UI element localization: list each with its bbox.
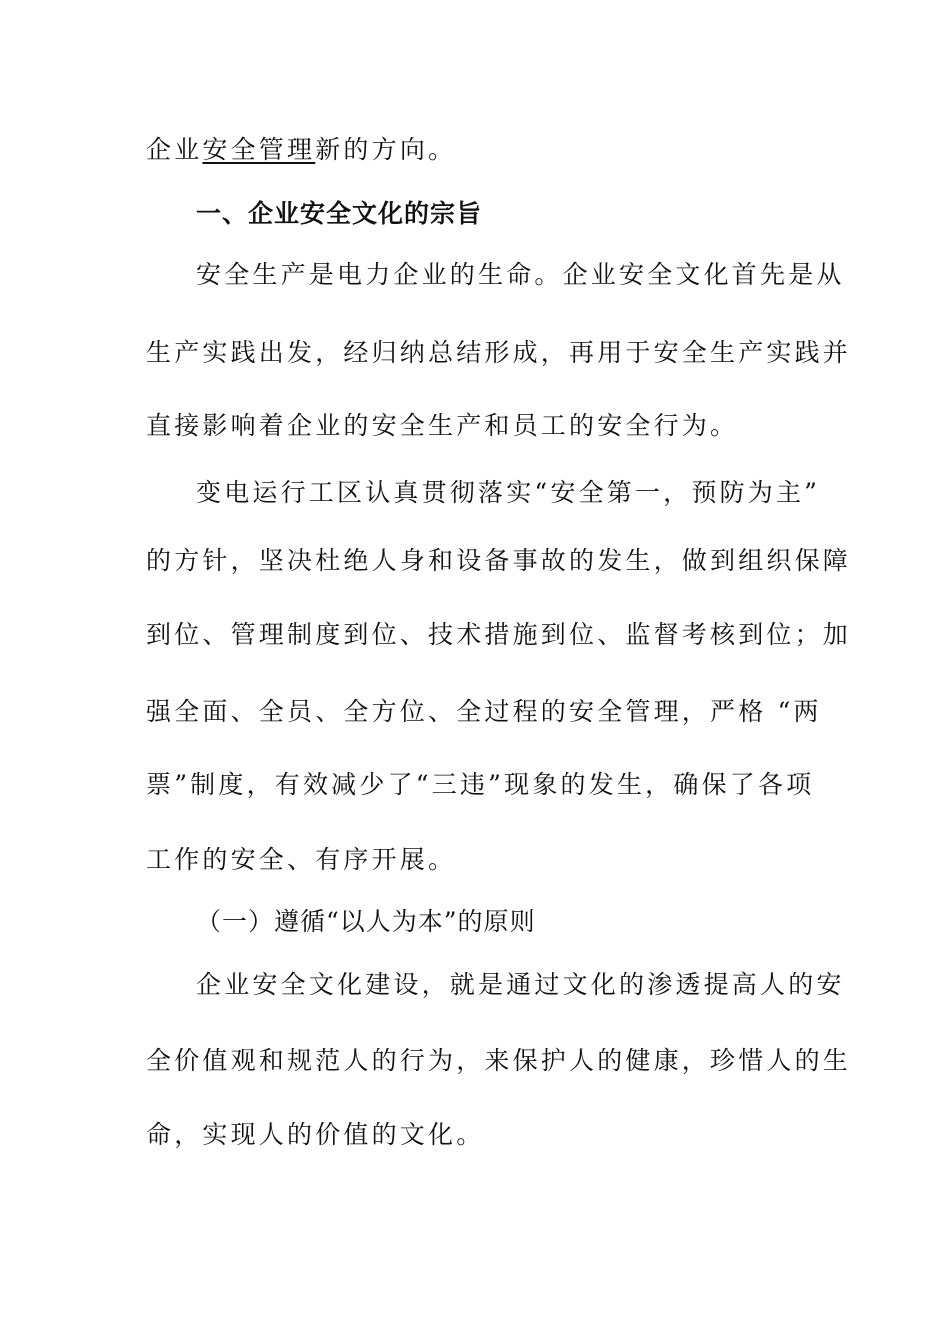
safety-management-link[interactable]: 安全管理 (202, 135, 316, 164)
paragraph-1-line-3: 直接影响着企业的安全生产和员工的安全行为。 (146, 411, 739, 440)
paragraph-2-line-5: 票”制度，有效减少了“三违”现象的发生，确保了各项 (146, 770, 815, 799)
section-heading: 一、企业安全文化的宗旨 (196, 199, 483, 228)
continuation-text-pre: 企业 (146, 135, 203, 164)
paragraph-3-line-2: 全价值观和规范人的行为，来保护人的健康，珍惜人的生 (146, 1046, 852, 1075)
paragraph-2-line-2: 的方针，坚决杜绝人身和设备事故的发生，做到组织保障 (146, 546, 852, 575)
subsection-heading: （一）遵循“以人为本”的原则 (196, 907, 536, 936)
paragraph-3-line-1: 企业安全文化建设，就是通过文化的渗透提高人的安 (196, 970, 845, 999)
continuation-line (146, 133, 806, 167)
paragraph-1-line-1: 安全生产是电力企业的生命。企业安全文化首先是从 (196, 260, 845, 289)
paragraph-2-line-1: 变电运行工区认真贯彻落实“安全第一，预防为主” (196, 478, 821, 507)
paragraph-2-line-3: 到位、管理制度到位、技术措施到位、监督考核到位；加 (146, 620, 852, 649)
paragraph-2-line-4: 强全面、全员、全方位、全过程的安全管理，严格 “两 (146, 697, 822, 726)
paragraph-1-line-2: 生产实践出发，经归纳总结形成，再用于安全生产实践并 (146, 338, 852, 367)
paragraph-3-line-3: 命，实现人的价值的文化。 (146, 1120, 485, 1149)
paragraph-2-line-6: 工作的安全、有序开展。 (146, 845, 457, 874)
continuation-text-post: 新的方向。 (315, 135, 457, 164)
